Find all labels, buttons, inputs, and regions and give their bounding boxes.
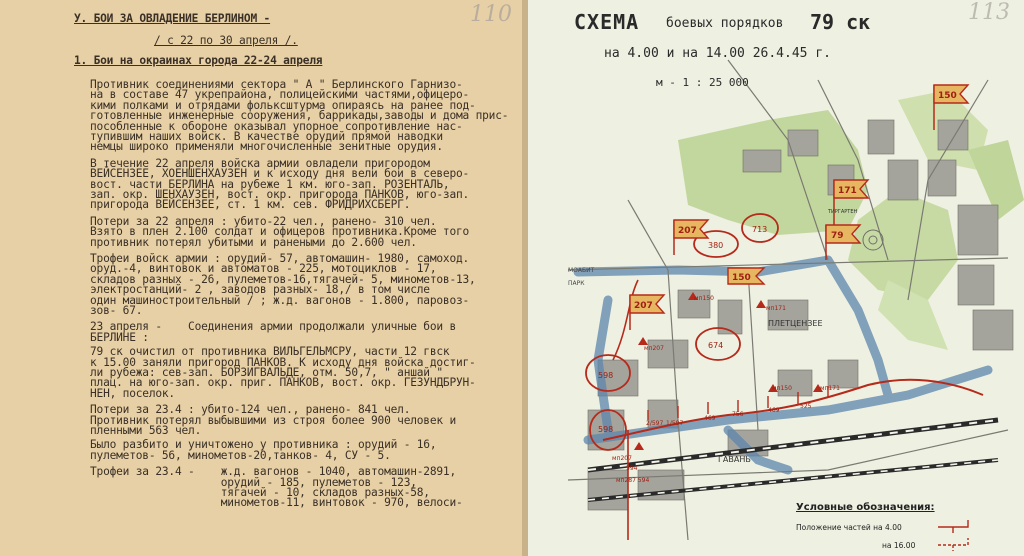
document-line: НЕН, поселок.	[90, 386, 175, 400]
document-line: кими полками и отрядами фольксштурма опираясь на ранее под-	[90, 98, 476, 112]
document-line: Противник потерял выбывшими из строя более 900 человек и	[90, 413, 456, 427]
block	[743, 150, 781, 172]
unit-label-594: 594	[626, 465, 638, 472]
document-line: один машиностроительный / ; ж.д. вагонов - 1.800, паровоз-	[90, 293, 470, 307]
legend-symbol-1	[938, 520, 968, 533]
page-title: У. БОИ ЗА ОВЛАДЕНИЕ БЕРЛИНОМ -	[74, 12, 271, 25]
legend-title: Условные обозначения:	[796, 502, 935, 513]
document-line: на в составе 47 укрепрайона, полицейскими частями,офицеро-	[90, 88, 470, 102]
document-line: пулеметов- 56, минометов-20,танков- 4, СУ - 5.	[90, 448, 391, 462]
document-line: Потери за 22 апреля : убито-22 чел., ранено- 310 чел.	[90, 214, 437, 228]
section-heading: 1. Бои на окраинах города 22-24 апреля	[74, 54, 323, 67]
flag-label-171: 171	[838, 186, 857, 196]
map-title-corps: 79 ск	[810, 10, 871, 34]
unit-label-mp207: мп207	[644, 345, 664, 352]
map-title-rest: боевых порядков	[666, 16, 784, 31]
district-park: ПАРК	[568, 280, 585, 287]
triangle-marker	[638, 337, 648, 345]
unit-label-2-597: 2/597	[646, 420, 664, 427]
document-line: готовленные инженерные сооружения, баррикады,заводы и дома прис-	[90, 109, 509, 123]
sheet-number: 110	[470, 2, 512, 27]
flag-label-207: 207	[634, 301, 653, 311]
document-line: зов- 67.	[90, 304, 143, 317]
document-line: складов разных - 26, пулеметов-16,тягачей- 5, минометов-13,	[90, 272, 476, 286]
block	[938, 120, 968, 150]
unit-label-756: 756	[732, 411, 744, 418]
map-drawing	[528, 0, 1024, 556]
document-line: тягачей - 10, складов разных-58,	[90, 486, 430, 499]
document-line: пригорода ВЕЙСЕНЗЕЕ, ст. 1 км. сев. ФРИДРИХСБЕРГ.	[90, 198, 411, 212]
document-line: противник потерял убитыми и ранеными до 2.600 чел.	[90, 235, 417, 249]
document-line: В течение 22 апреля войска армии овладели пригородом	[90, 156, 430, 170]
map-scale: м - 1 : 25 000	[656, 76, 749, 89]
district-moabit: МОАБИТ	[568, 267, 595, 274]
legend-symbol-2	[938, 538, 968, 551]
document-line: Трофеи войск армии : орудий- 57, автомашин- 1980, самоход.	[90, 252, 470, 265]
flag-label-150b: 150	[732, 273, 751, 283]
document-line: орудий - 185, пулеметов - 123,	[90, 475, 417, 489]
district-plettsenze: ПЛЕТЦЕНЗЕЕ	[768, 319, 823, 328]
document-line: зап. окр. ШЕНХАУЗЕН, вост. окр. пригорода ПАНКОВ, юго-зап.	[90, 188, 470, 201]
document-line: к 15.00 заняли пригород ПАНКОВ. К исходу дня войска достиг-	[90, 355, 476, 369]
oval-label-598b: 598	[598, 425, 614, 434]
block	[588, 470, 628, 510]
document-line: БЕРЛИНЕ :	[90, 330, 149, 344]
oval-label-713: 713	[752, 225, 768, 234]
unit-label-mp150b: мп150	[772, 385, 792, 392]
legend-row-2: на 16.00	[882, 541, 916, 550]
flag-label-150-top: 150	[938, 91, 957, 101]
block	[973, 310, 1013, 350]
block	[958, 205, 998, 255]
document-line: немцы широко применяли многочисленные зенитные орудия.	[90, 140, 443, 154]
map-subtitle: на 4.00 и на 14.00 26.4.45 г.	[604, 46, 831, 61]
document-line: ли рубежа: сев-зап. БОРЗИГВАЛЬДЕ, отм. 50,7, " аншай "	[90, 366, 443, 379]
document-line: 79 ск очистил от противника ВИЛЬГЕЛЬМСРУ, части 12 гвск	[90, 345, 450, 359]
block	[958, 265, 994, 305]
flag-label-207b: 207	[678, 226, 697, 236]
document-line: ВЕЙСЕНЗЕЕ, ХОЕНШЕНХАУЗЕН и к исходу дня вели бои в северо-	[90, 167, 470, 181]
unit-label-469a: 469	[704, 415, 716, 422]
document-line: оруд.-4, винтовок и автоматов - 225, мотоциклов - 17,	[90, 262, 437, 276]
document-line: пособленные к обороне оказывал упорное сопротивление нас-	[90, 119, 463, 133]
document-line: плац. на юго-зап. окр. приг. ПАНКОВ, вост. окр. ГЕЗУНДБРУН-	[90, 376, 476, 390]
unit-label-mp171: мп171	[766, 305, 786, 312]
oval-label-598a: 598	[598, 371, 614, 380]
document-line: вост. части БЕРЛИНА на рубеже 1 км. юго-зап. РОЗЕНТАЛЬ,	[90, 177, 450, 191]
document-line: тупившим наших войск. В качестве орудий прямой наводки	[90, 130, 443, 143]
document-line: минометов-11, винтовок - 970, велоси-	[90, 496, 463, 510]
oval-label-380: 380	[708, 241, 724, 250]
street	[748, 270, 758, 430]
unit-label-mp150: мп150	[694, 295, 714, 302]
document-line: Потери за 23.4 : убито-124 чел., ранено- 841 чел.	[90, 403, 411, 417]
unit-label-mp207b: мп207	[612, 455, 632, 462]
unit-label-mp287: мп287 594	[616, 477, 650, 484]
triangle-marker	[756, 300, 766, 308]
unit-label-mp171b: мп171	[820, 385, 840, 392]
block	[868, 120, 894, 154]
document-line: Противник соединениями сектора " А " Берлинского Гарнизо-	[90, 78, 463, 91]
document-line: 23 апреля - Соединения армии продолжали уличные бои в	[90, 320, 456, 334]
document-line: электростанций- 2 , заводов разных- 18,/ в том числе	[90, 283, 430, 297]
legend-row-1: Положение частей на 4.00	[796, 523, 902, 532]
unit-label-525: 525	[800, 403, 812, 410]
triangle-marker	[634, 442, 644, 450]
map-title-word: СХЕМА	[574, 10, 640, 34]
block	[928, 160, 956, 196]
document-line: Взято в плен 2.100 солдат и офицеров противника.Кроме того	[90, 225, 470, 239]
map-sheet-number: 113	[968, 0, 1010, 25]
unit-label-1-597: 1/597	[666, 420, 684, 427]
block	[888, 160, 918, 200]
unit-label-469b: 469	[768, 407, 780, 414]
document-line: пленными 563 чел.	[90, 424, 202, 437]
district-gavan: ГАВАНЬ	[718, 455, 751, 464]
front-line-west	[613, 280, 638, 360]
date-range: / с 22 по 30 апреля /.	[154, 34, 298, 47]
document-line: Было разбито и уничтожено у противника : орудий - 16,	[90, 438, 437, 452]
document-line: Трофеи за 23.4 - ж.д. вагонов - 1040, автомашин-2891,	[90, 465, 456, 479]
block	[828, 360, 858, 388]
district-tiergarten: ТИРГАРТЕН	[828, 209, 858, 215]
oval-label-674: 674	[708, 341, 724, 350]
flag-label-79: 79	[831, 231, 844, 241]
block	[778, 370, 812, 396]
battle-map-page	[528, 0, 1024, 556]
